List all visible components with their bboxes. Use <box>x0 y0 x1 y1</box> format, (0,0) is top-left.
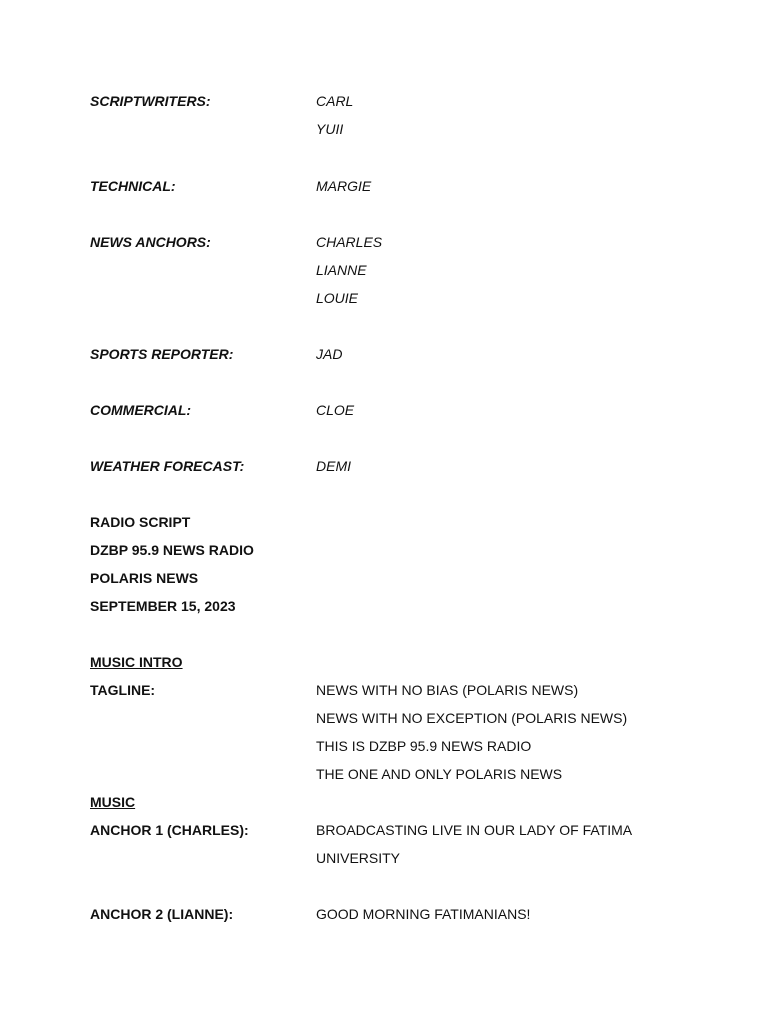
scriptwriter-name: YUII <box>316 121 344 137</box>
anchor1-label: ANCHOR 1 (CHARLES): <box>90 822 249 838</box>
tagline-line: NEWS WITH NO EXCEPTION (POLARIS NEWS) <box>316 710 628 726</box>
sports-reporter-label: SPORTS REPORTER: <box>90 346 234 362</box>
technical-name: MARGIE <box>316 178 372 194</box>
tagline-line: NEWS WITH NO BIAS (POLARIS NEWS) <box>316 682 579 698</box>
tagline-label: TAGLINE: <box>90 682 156 698</box>
music-cue: MUSIC <box>90 794 136 810</box>
program-name: POLARIS NEWS <box>90 570 199 586</box>
script-title: RADIO SCRIPT <box>90 514 191 530</box>
scriptwriter-name: CARL <box>316 93 354 109</box>
weather-forecast-name: DEMI <box>316 458 351 474</box>
tagline-line: THE ONE AND ONLY POLARIS NEWS <box>316 766 563 782</box>
news-anchors-label: NEWS ANCHORS: <box>90 234 211 250</box>
sports-reporter-name: JAD <box>316 346 343 362</box>
anchor2-label: ANCHOR 2 (LIANNE): <box>90 906 234 922</box>
script-date: SEPTEMBER 15, 2023 <box>90 598 236 614</box>
news-anchor-name: CHARLES <box>316 234 383 250</box>
anchor1-line: BROADCASTING LIVE IN OUR LADY OF FATIMA <box>316 822 633 838</box>
news-anchor-name: LIANNE <box>316 262 367 278</box>
station-name: DZBP 95.9 NEWS RADIO <box>90 542 254 558</box>
commercial-label: COMMERCIAL: <box>90 402 192 418</box>
weather-forecast-label: WEATHER FORECAST: <box>90 458 245 474</box>
anchor1-line: UNIVERSITY <box>316 850 401 866</box>
commercial-name: CLOE <box>316 402 355 418</box>
music-intro-cue: MUSIC INTRO <box>90 654 183 670</box>
news-anchor-name: LOUIE <box>316 290 359 306</box>
anchor2-line: GOOD MORNING FATIMANIANS! <box>316 906 531 922</box>
scriptwriters-label: SCRIPTWRITERS: <box>90 93 211 109</box>
technical-label: TECHNICAL: <box>90 178 176 194</box>
tagline-line: THIS IS DZBP 95.9 NEWS RADIO <box>316 738 532 754</box>
